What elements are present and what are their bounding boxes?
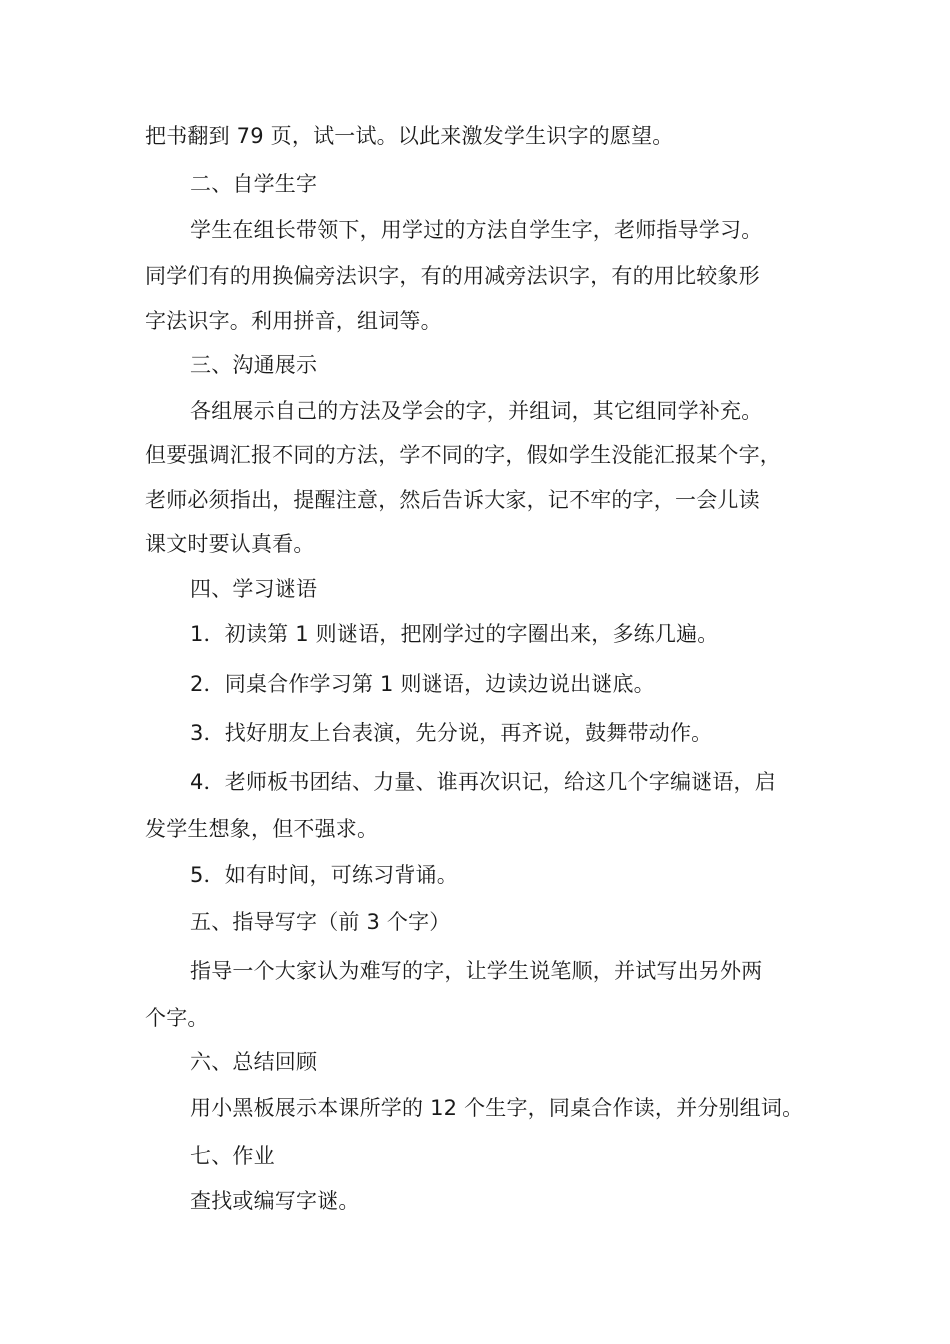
paragraph-line: 字法识字。利用拼音，组词等。	[145, 309, 442, 333]
paragraph-line: 发学生想象，但不强求。	[145, 817, 379, 841]
paragraph-line: 同学们有的用换偏旁法识字，有的用减旁法识字，有的用比较象形	[145, 264, 760, 288]
list-item: 1．初读第 1 则谜语，把刚学过的字圈出来，多练几遍。	[190, 622, 719, 646]
paragraph-line: 老师必须指出，提醒注意，然后告诉大家，记不牢的字，一会儿读	[145, 488, 760, 512]
section-heading-writing: 五、指导写字（前 3 个字）	[190, 910, 451, 934]
list-item: 2．同桌合作学习第 1 则谜语，边读边说出谜底。	[190, 672, 655, 696]
paragraph-line: 但要强调汇报不同的方法，学不同的字，假如学生没能汇报某个字，	[145, 443, 781, 467]
paragraph-line: 查找或编写字谜。	[190, 1189, 360, 1213]
paragraph-line: 用小黑板展示本课所学的 12 个生字，同桌合作读，并分别组词。	[190, 1096, 804, 1120]
section-heading-communication: 三、沟通展示	[190, 353, 318, 377]
paragraph-line: 指导一个大家认为难写的字，让学生说笔顺，并试写出另外两	[190, 959, 763, 983]
list-item: 4．老师板书团结、力量、谁再次识记，给这几个字编谜语，启	[190, 770, 776, 794]
paragraph-line: 把书翻到 79 页，试一试。以此来激发学生识字的愿望。	[145, 124, 674, 148]
section-heading-self-study: 二、自学生字	[190, 172, 318, 196]
list-item: 5．如有时间，可练习背诵。	[190, 863, 458, 887]
paragraph-line: 各组展示自己的方法及学会的字，并组词，其它组同学补充。	[190, 399, 763, 423]
section-heading-homework: 七、作业	[190, 1144, 275, 1168]
paragraph-line: 课文时要认真看。	[145, 532, 315, 556]
list-item: 3．找好朋友上台表演，先分说，再齐说，鼓舞带动作。	[190, 721, 713, 745]
section-heading-review: 六、总结回顾	[190, 1050, 318, 1074]
section-heading-riddles: 四、学习谜语	[190, 577, 318, 601]
paragraph-line: 个字。	[145, 1006, 209, 1030]
paragraph-line: 学生在组长带领下，用学过的方法自学生字，老师指导学习。	[190, 218, 763, 242]
